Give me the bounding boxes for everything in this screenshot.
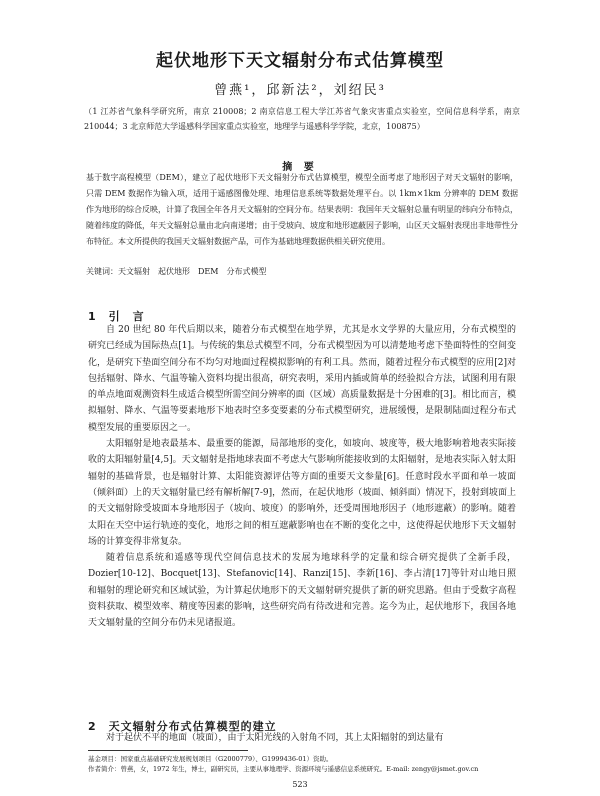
author-affiliations: （1 江苏省气象科学研究所，南京 210008；2 南京信息工程大学江苏省气象灾害重点实验室，空间信息科学系，南京 210044；3 北京师范大学遥感科学国家重点实验室，地理学与遥感科学学院，北京，100875） — [84, 107, 520, 131]
section-1-heading: 1 引 言 — [88, 310, 145, 323]
intro-paragraph-1: 自 20 世纪 80 年代后期以来，随着分布式模型在地学界，尤其是水文学界的大量应用，分布式模型的研究已经成为国际热点[1]。与传统的集总式模型不同，分布式模型因为可以清楚地考虑下垫面特性的空间变化，是研究下垫面空间分布不均匀对地面过程模拟影响的有利工具。然而，随着过程分布式模型的应用[2]对包括辐射、降水、气温等输入资料均提出很高，研究表明，采用内插或简单的经验拟合方法，试图利用有限的单点地面观测资料生成适合模型所需空间分辨率的面（区域）高质量数据是十分困难的[3]。相比而言，模拟辐射、降水、气温等要素地形下地表时空多变要素的分布式模型研究，进展缓慢，是限制陆面过程分布式模型发展的重要原因之一。 — [88, 325, 516, 433]
section-2-body — [88, 730, 516, 746]
keywords-list: 天文辐射 起伏地形 DEM 分布式模型 — [118, 267, 267, 276]
footnote-author-bio: 作者简介：曾燕，女，1972 年生，博士，副研究员，主要从事地理学、资源环境与遥感信息系统研究。E-mail: zengy@jsmet.gov.cn — [88, 765, 479, 773]
abstract-heading: 摘 要 — [282, 162, 318, 173]
paper-authors: 曾燕¹，邱新法²，刘绍民³ — [214, 83, 386, 98]
paper-title: 起伏地形下天文辐射分布式估算模型 — [156, 51, 444, 71]
intro-paragraph-2: 太阳辐射是地表最基本、最重要的能源，局部地形的变化，如坡向、坡度等，极大地影响着地表实际接收的太阳辐射量[4,5]。天文辐射是指地球表面不考虑大气影响所能接收到的太阳辐射，是地表实际入射太阳辐射的基础背景，也是辐射计算、太阳能资源评估等方面的重要天文参量[6]。任意时段水平面和单一坡面（倾斜面）上的天文辐射量已经有解析解[7-9]，然而，在起伏地形（坡面、倾斜面）情况下，投射到坡面上的天文辐射除受坡面本身地形因子（坡向、坡度）的影响外，还受周围地形因子（地形遮蔽）的影响。随着太阳在天空中运行轨迹的变化，地形之间的相互遮蔽影响也在不断的变化之中，这使得起伏地形下天文辐射场的计算变得非常复杂。 — [88, 439, 516, 547]
abstract-text: 基于数字高程模型（DEM），建立了起伏地形下天文辐射分布式估算模型，模型全面考虑了地形因子对天文辐射的影响，只需 DEM 数据作为输入项，适用于遥感图像处理、地理信息系统等数据处理平台。以 1km×1km 分辨率的 DEM 数据作为地形的综合反映，计算了我国全年各月天文辐射的空间分布。结果表明：我国年天文辐射总量有明显的纬向分布特点，随着纬度的降低，年天文辐射总量由北向南递增；由于受坡向、坡度和地形遮蔽因子影响，山区天文辐射表现出非地带性分布特征。本文所提供的我国天文辐射数据产品，可作为基础地理数据供相关研究使用。 — [86, 173, 518, 246]
footnote-divider — [88, 750, 248, 751]
keywords-label: 关键词： — [86, 267, 118, 276]
intro-paragraph-3: 随着信息系统和遥感等现代空间信息技术的发展为地球科学的定量和综合研究提供了全新手段，Dozier[10-12]、Bocquet[13]、Stefanovic[14]、Ranzi[15]、李新[16]、李占清[17]等针对山地日照和辐射的理论研究和区域试验，为计算起伏地形下的天文辐射研究提供了新的研究思路。但由于受数字高程资料获取、模型效率、精度等因素的影响，这些研究尚有待改进和完善。迄今为止，起伏地形下，我国各地天文辐射量的空间分布仍未见诸报道。 — [88, 553, 516, 629]
section-1-body — [88, 322, 516, 632]
keywords-line — [86, 265, 518, 279]
page-number: 523 — [292, 780, 308, 789]
section-2-heading: 2 天文辐射分布式估算模型的建立 — [88, 720, 277, 733]
section-2-paragraph: 对于起伏不平的地面（坡面），由于太阳光线的入射角不同，其上太阳辐射的到达量有 — [106, 733, 444, 743]
footnotes — [88, 754, 516, 774]
footnote-funding: 基金项目：国家重点基础研究发展规划项目（G2000779）、G1999436-01）资助。 — [88, 755, 333, 763]
